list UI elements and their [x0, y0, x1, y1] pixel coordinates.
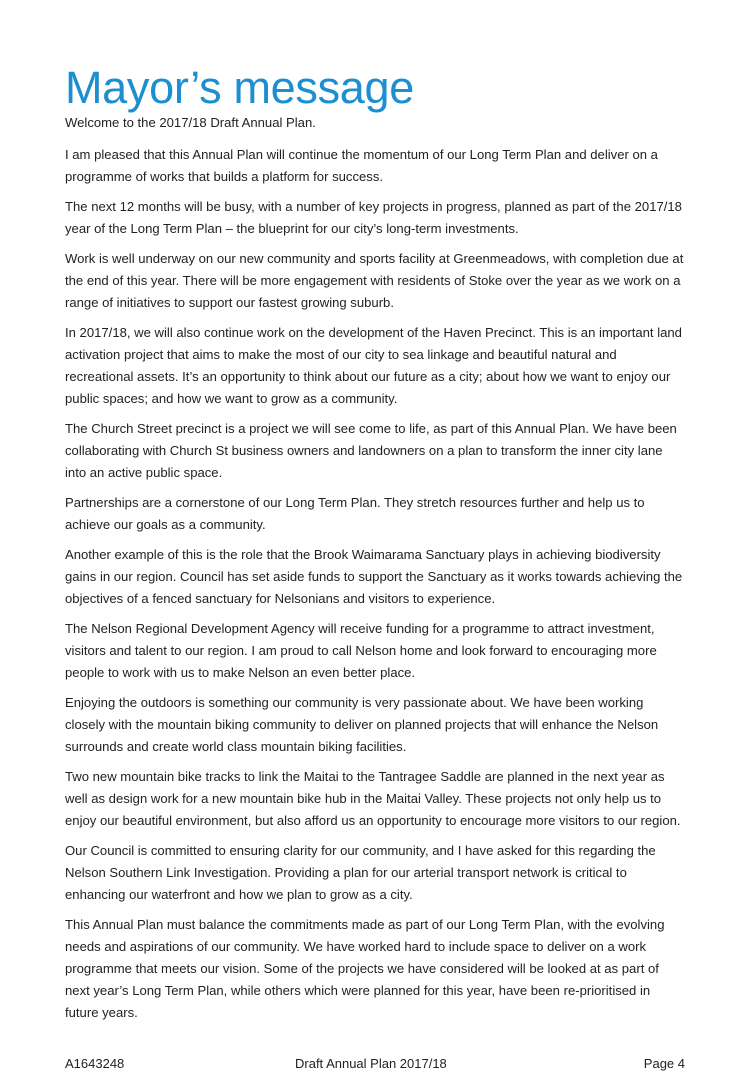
document-title: Draft Annual Plan 2017/18 [295, 1056, 447, 1071]
body-paragraph: The next 12 months will be busy, with a number of key projects in progress, planned as part of the 2017/18 year of the Long Term Plan – the blueprint for our city’s long-term investments. [65, 199, 682, 236]
body-paragraph: Two new mountain bike tracks to link the Maitai to the Tantragee Saddle are planned in the next year as well as design work for a new mountain bike hub in the Maitai Valley. These projects not only help us to enjoy our beautiful environment, but also afford us an opportunity to encourage more visitors to our region. [65, 769, 681, 828]
body-paragraph: Our Council is committed to ensuring clarity for our community, and I have asked for this regarding the Nelson Southern Link Investigation. Providing a plan for our arterial transport network is critical to enhancing our waterfront and how we plan to grow as a city. [65, 843, 656, 902]
body-paragraph: This Annual Plan must balance the commitments made as part of our Long Term Plan, with the evolving needs and aspirations of our community. We have worked hard to include space to deliver on a work programme that meets our vision. Some of the projects we have considered will be looked at as part of next year’s Long Term Plan, while others which were planned for this year, have been re-prioritised in future years. [65, 917, 665, 1020]
page-title: Mayor’s message [65, 62, 414, 113]
body-paragraph: Work is well underway on our new community and sports facility at Greenmeadows, with completion due at the end of this year. There will be more engagement with residents of Stoke over the year as we work on a range of initiatives to support our fastest growing suburb. [65, 251, 684, 310]
body-paragraph: In 2017/18, we will also continue work on the development of the Haven Precinct. This is an important land activation project that aims to make the most of our city to sea linkage and beautiful natural and recreational assets. It’s an opportunity to think about our future as a city; about how we want to enjoy our public spaces; and how we want to grow as a community. [65, 325, 682, 406]
welcome-line: Welcome to the 2017/18 Draft Annual Plan. [65, 115, 316, 130]
body-paragraph: Partnerships are a cornerstone of our Long Term Plan. They stretch resources further and help us to achieve our goals as a community. [65, 495, 645, 532]
document-reference: A1643248 [65, 1056, 125, 1071]
body-paragraph: The Nelson Regional Development Agency will receive funding for a programme to attract investment, visitors and talent to our region. I am proud to call Nelson home and look forward to encouraging more people to work with us to make Nelson an even better place. [65, 621, 657, 680]
page-number: Page 4 [643, 1056, 685, 1071]
page-footer [65, 1055, 685, 1073]
body-paragraph: The Church Street precinct is a project we will see come to life, as part of this Annual Plan. We have been collaborating with Church St business owners and landowners on a plan to transform the inner city lane into an active public space. [65, 421, 677, 480]
body-paragraph: I am pleased that this Annual Plan will continue the momentum of our Long Term Plan and deliver on a programme of works that builds a platform for success. [65, 147, 658, 184]
body-paragraph: Another example of this is the role that the Brook Waimarama Sanctuary plays in achieving biodiversity gains in our region. Council has set aside funds to support the Sanctuary as it works towards achieving the objectives of a fenced sanctuary for Nelsonians and visitors to experience. [65, 547, 683, 606]
document-page [65, 62, 685, 1032]
body-paragraph: Enjoying the outdoors is something our community is very passionate about. We have been working closely with the mountain biking community to deliver on planned projects that will enhance the Nelson surrounds and create world class mountain biking facilities. [65, 695, 659, 754]
